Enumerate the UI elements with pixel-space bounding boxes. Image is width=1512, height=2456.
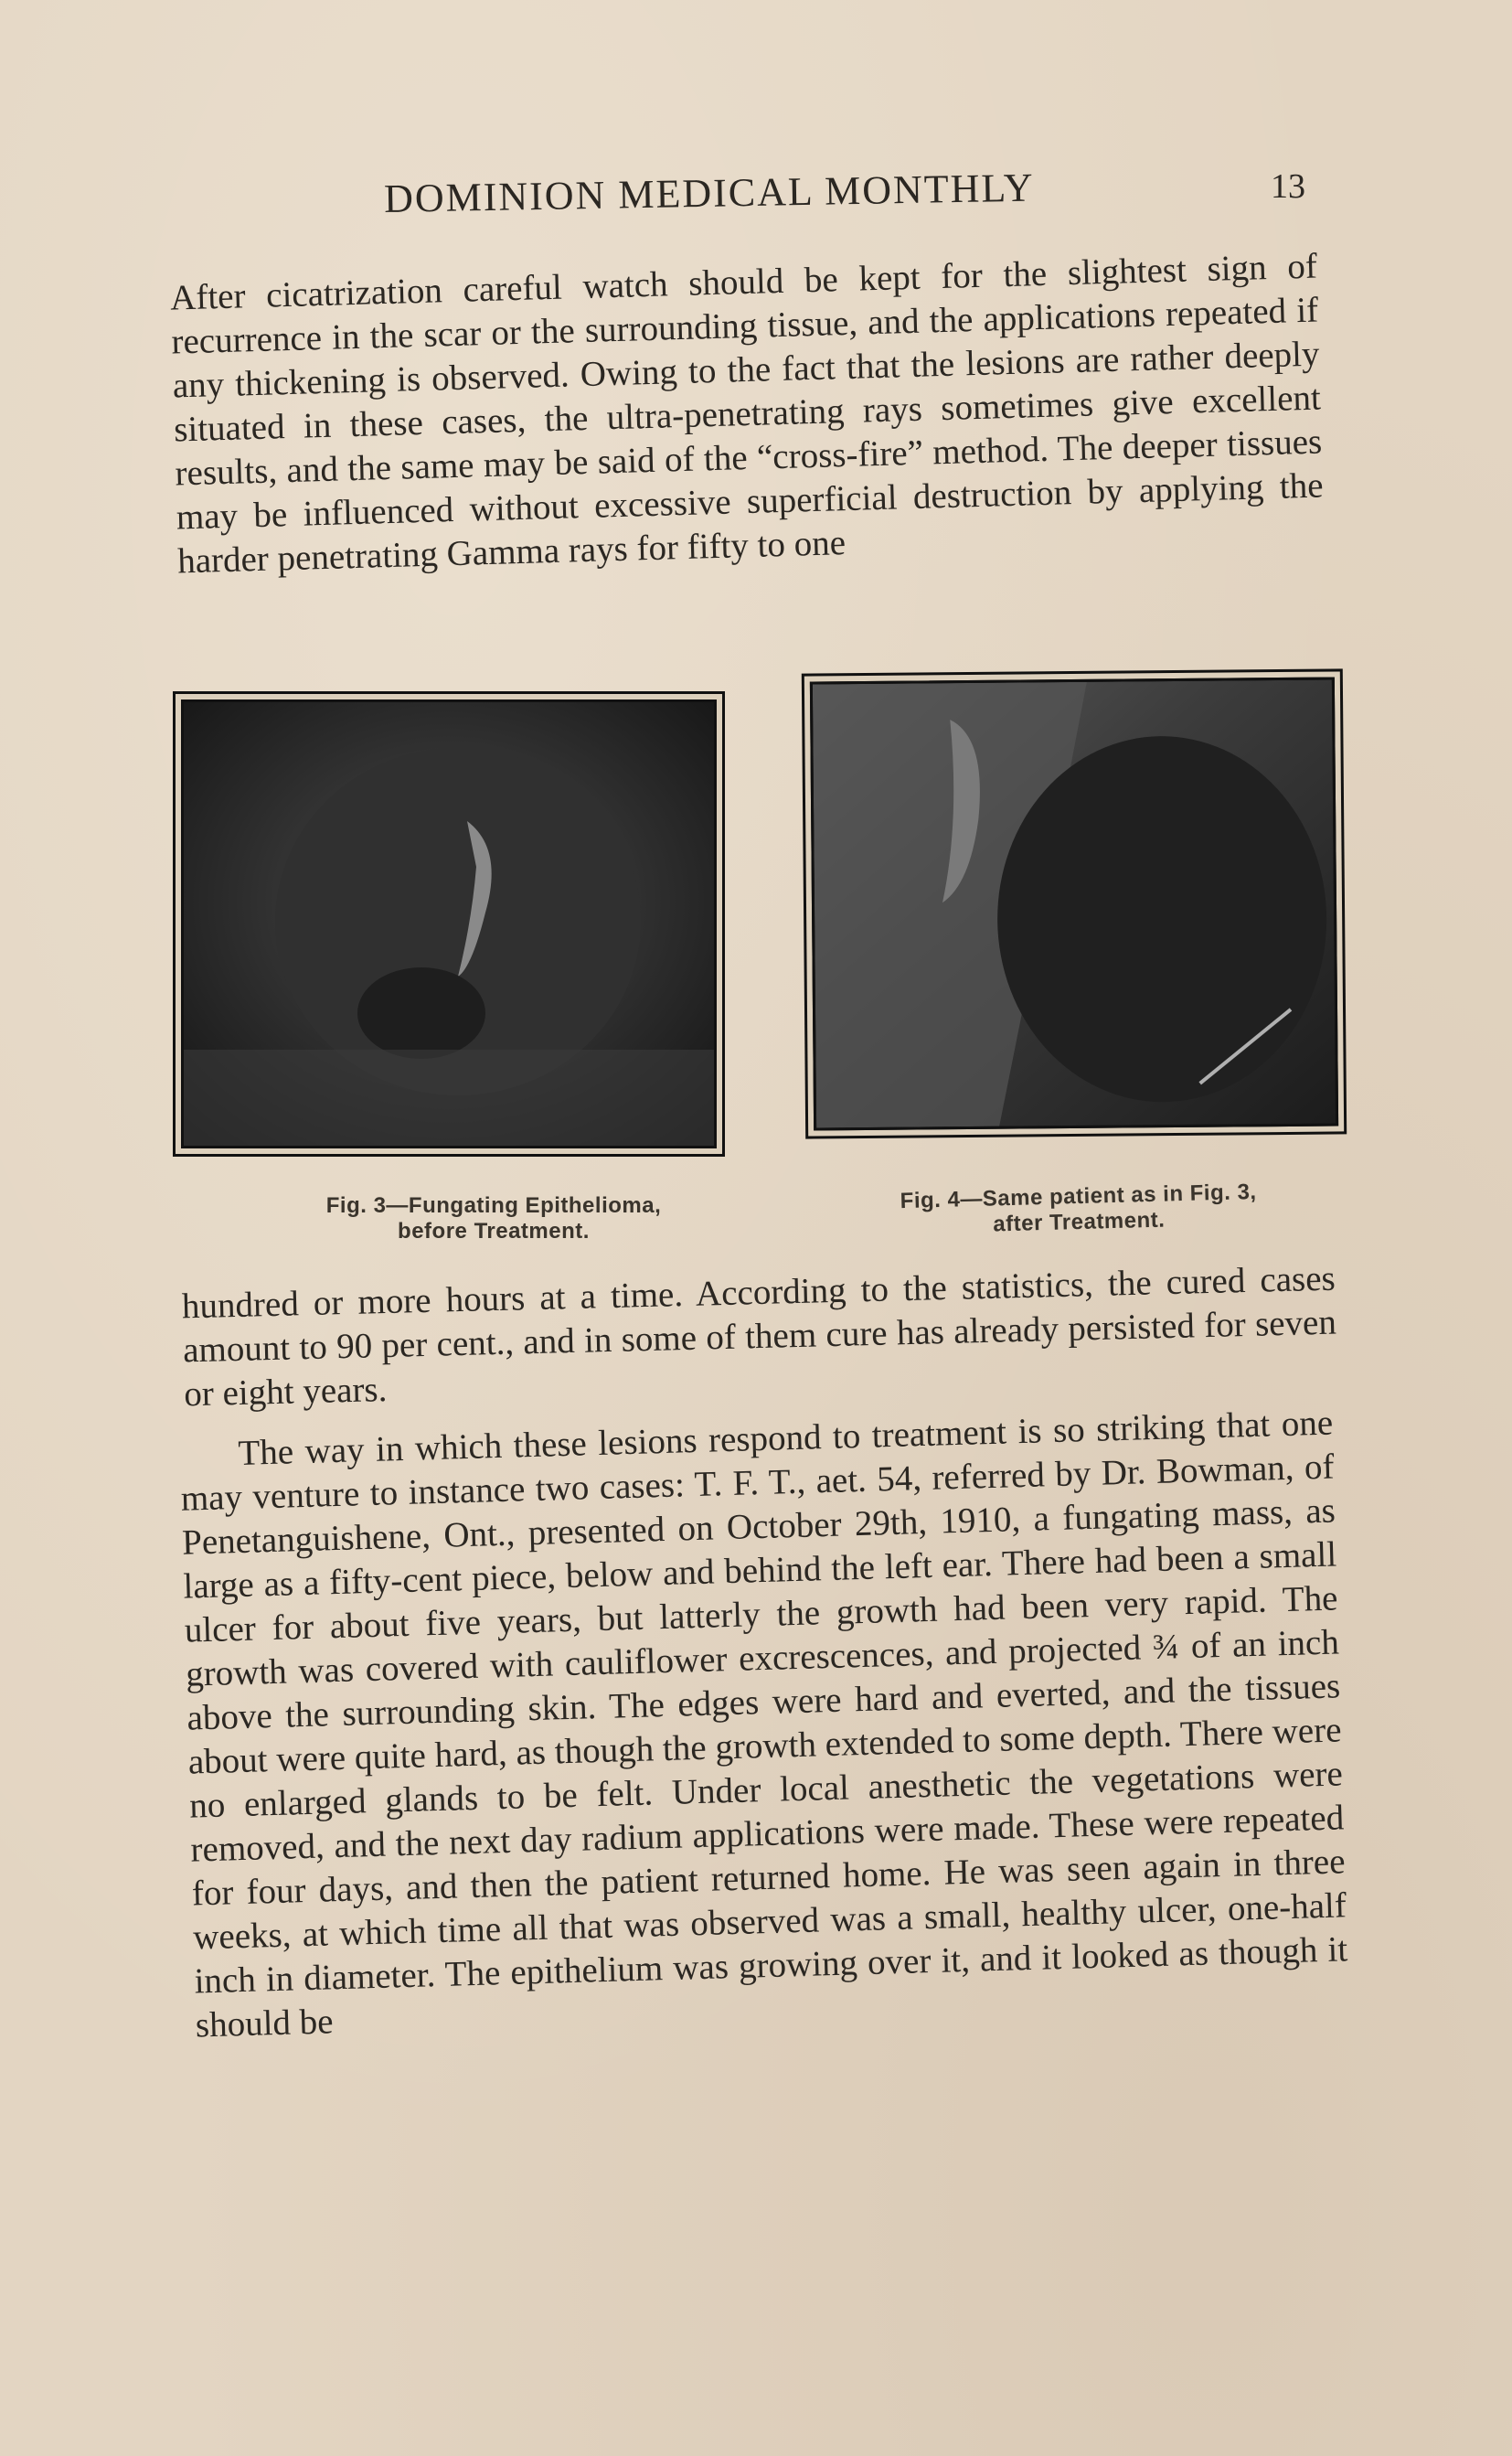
- figure-4-caption-line-2: after Treatment.: [993, 1207, 1166, 1237]
- paragraph-1: After cicatrization careful watch should be kept for the slightest sign of recurrence in the scar or the surrounding tissue, and the applications repeated if any thickening is observed. Owing to the fact that the lesions are rather deeply situated in these cases, the ultra-penetrating rays sometimes give excellent results, and the same may be said of the “cross-fire” method. The deeper tissues may be influenced without excessive superficial destruction by applying the harder penetrating Gamma rays for fifty to one: [169, 246, 1325, 582]
- page-number: 13: [1271, 167, 1305, 206]
- photo-before-treatment: [184, 702, 714, 1146]
- figure-3-caption: [274, 1193, 713, 1244]
- figure-4-caption-line-1: Fig. 4—Same patient as in Fig. 3,: [900, 1179, 1257, 1214]
- photo-after-treatment: [813, 680, 1336, 1128]
- figure-4-caption: [840, 1178, 1316, 1242]
- running-header: DOMINION MEDICAL MONTHLY: [383, 165, 1036, 221]
- figure-3-photo: [181, 699, 717, 1148]
- paragraph-2: hundred or more hours at a time. According to the statistics, the cured cases amount to 90 per cent., and in some of them cure has already persisted for seven or eight years.: [181, 1258, 1337, 1415]
- figure-4-photo: [810, 678, 1338, 1131]
- paragraph-3: The way in which these lesions respond to treatment is so striking that one may venture to instance two cases: T. F. T., aet. 54, referred by Dr. Bowman, of Penetanguishene, Ont., presented on October 29th, 1910, a fungating mass, as large as a fifty-cent piece, below and behind the left ear. There had been a small ulcer for about five years, but latterly the growth had been very rapid. The growth was covered with cauliflower excrescences, and projected ¾ of an inch above the surrounding skin. The edges were hard and everted, and the tissues about were quite hard, as though the growth extended to some depth. There were no enlarged glands to be felt. Under local anesthetic the vegetations were removed, and the next day radium applications were made. These were repeated for four days, and then the patient returned home. He was seen again in three weeks, at which time all that was observed was a small, healthy ulcer, one-half inch in diameter. The epithelium was growing over it, and it looked as though it should be: [180, 1403, 1348, 2045]
- figure-3-caption-line-2: before Treatment.: [398, 1219, 590, 1244]
- figure-3-caption-line-1: Fig. 3—Fungating Epithelioma,: [325, 1193, 662, 1218]
